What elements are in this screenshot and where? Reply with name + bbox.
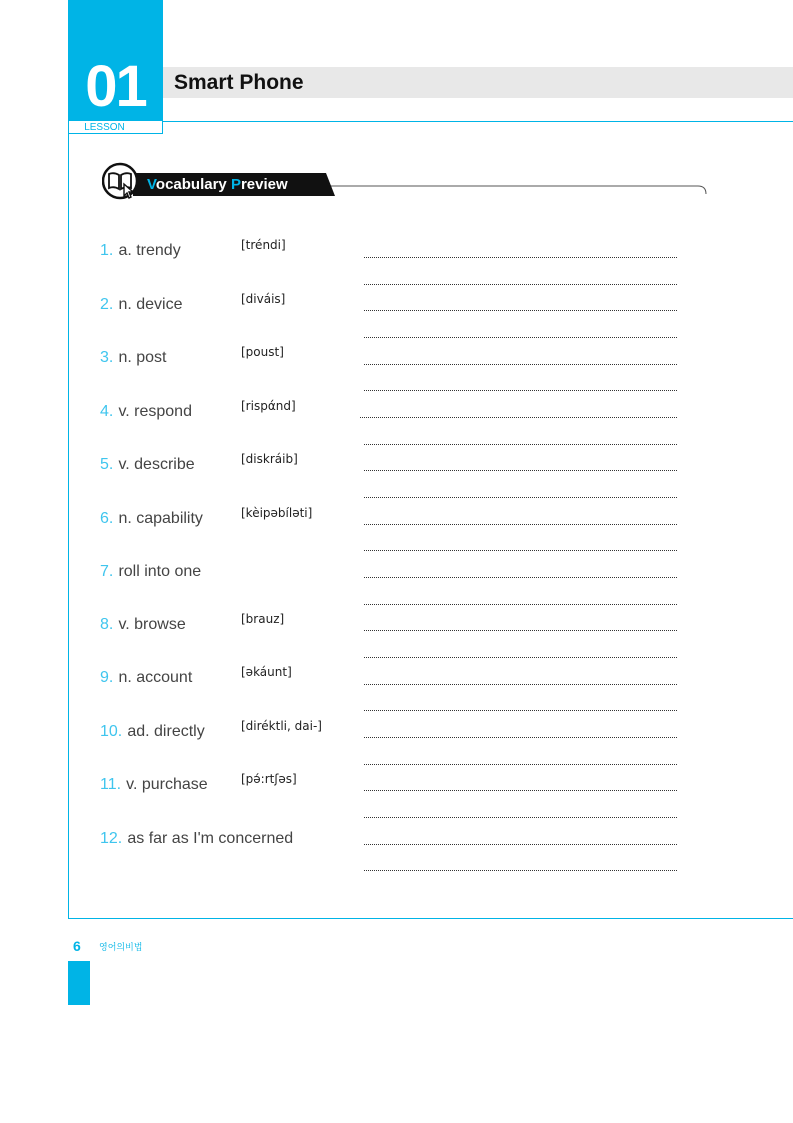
vocab-item <box>100 719 322 745</box>
answer-line <box>364 577 677 578</box>
answer-line <box>364 337 677 338</box>
answer-line <box>364 817 677 818</box>
answer-line <box>364 604 677 605</box>
vocab-word: n. device <box>118 296 183 313</box>
answer-line <box>364 364 677 365</box>
vocab-pronunciation: [brauz] <box>241 612 285 626</box>
vocab-pronunciation: [diréktli, dai-] <box>241 719 322 733</box>
answer-line <box>364 524 677 525</box>
vocab-number: 6. <box>100 510 114 527</box>
answer-line <box>364 497 677 498</box>
answer-line <box>364 870 677 871</box>
footer-tab <box>68 961 90 1005</box>
vocab-number: 5. <box>100 456 114 473</box>
vocab-number: 8. <box>100 616 114 633</box>
answer-line <box>364 844 677 845</box>
answer-line <box>364 710 677 711</box>
book-name: 영어의비법 <box>99 943 143 953</box>
lesson-number: 01 <box>85 54 146 119</box>
lesson-label-box <box>68 121 163 134</box>
answer-line <box>364 390 677 391</box>
vocab-number: 2. <box>100 296 114 313</box>
book-cursor-icon <box>102 162 138 200</box>
answer-line <box>364 444 677 445</box>
answer-line <box>364 764 677 765</box>
vocab-pronunciation: [tréndi] <box>241 238 286 252</box>
section-rule <box>330 180 708 196</box>
vocab-word: n. capability <box>118 510 203 527</box>
vocab-word: ad. directly <box>127 723 205 740</box>
answer-line <box>364 684 677 685</box>
vocab-item <box>100 665 292 691</box>
vocab-number: 11. <box>100 776 122 793</box>
vocab-pronunciation: [diskráib] <box>241 452 298 466</box>
vocab-pronunciation: [pə́:rtʃəs] <box>241 772 297 786</box>
vocab-item <box>100 345 284 371</box>
vocab-word: v. browse <box>118 616 186 633</box>
answer-line <box>364 737 677 738</box>
answer-line <box>360 417 677 418</box>
answer-line <box>364 657 677 658</box>
answer-line <box>364 550 677 551</box>
lesson-number-block <box>68 0 163 121</box>
vocab-number: 4. <box>100 403 114 420</box>
answer-line <box>364 630 677 631</box>
page-title: Smart Phone <box>174 71 304 94</box>
frame-left-line <box>68 134 69 919</box>
vocab-number: 9. <box>100 669 114 686</box>
vocab-item <box>100 292 286 318</box>
title-band <box>163 67 793 98</box>
vocab-word: v. respond <box>118 403 192 420</box>
vocab-pronunciation: [kèipəbíləti] <box>241 506 313 520</box>
lesson-label: LESSON <box>84 122 125 133</box>
vocab-item <box>100 238 286 264</box>
vocab-word: n. account <box>118 669 193 686</box>
vocab-item <box>100 561 201 585</box>
answer-line <box>364 790 677 791</box>
vocab-number: 3. <box>100 349 114 366</box>
vocab-pronunciation: [diváis] <box>241 292 286 306</box>
answer-line <box>364 257 677 258</box>
vocab-word: a. trendy <box>118 242 181 259</box>
vocab-word: v. purchase <box>126 776 208 793</box>
vocab-pronunciation: [poust] <box>241 345 284 359</box>
answer-line <box>364 310 677 311</box>
vocab-word: v. describe <box>118 456 195 473</box>
vocab-pronunciation: [əkáunt] <box>241 665 292 679</box>
vocab-number: 12. <box>100 830 123 847</box>
frame-bottom-line <box>68 918 793 919</box>
frame-top-line <box>163 121 793 122</box>
vocab-number: 1. <box>100 242 114 259</box>
vocab-number: 10. <box>100 723 123 740</box>
answer-line <box>364 284 677 285</box>
page-number: 6 <box>73 938 81 954</box>
vocab-item <box>100 452 298 478</box>
vocab-item <box>100 828 293 852</box>
vocab-word: as far as I'm concerned <box>127 830 294 847</box>
vocab-item <box>100 772 297 798</box>
vocab-item <box>100 506 313 532</box>
section-title: Vocabulary Preview <box>147 176 288 193</box>
answer-line <box>364 470 677 471</box>
vocab-word: roll into one <box>118 563 202 580</box>
vocab-item <box>100 612 285 638</box>
vocab-number: 7. <box>100 563 114 580</box>
vocab-word: n. post <box>118 349 167 366</box>
vocab-item <box>100 399 296 425</box>
vocab-pronunciation: [rispάnd] <box>241 399 296 413</box>
